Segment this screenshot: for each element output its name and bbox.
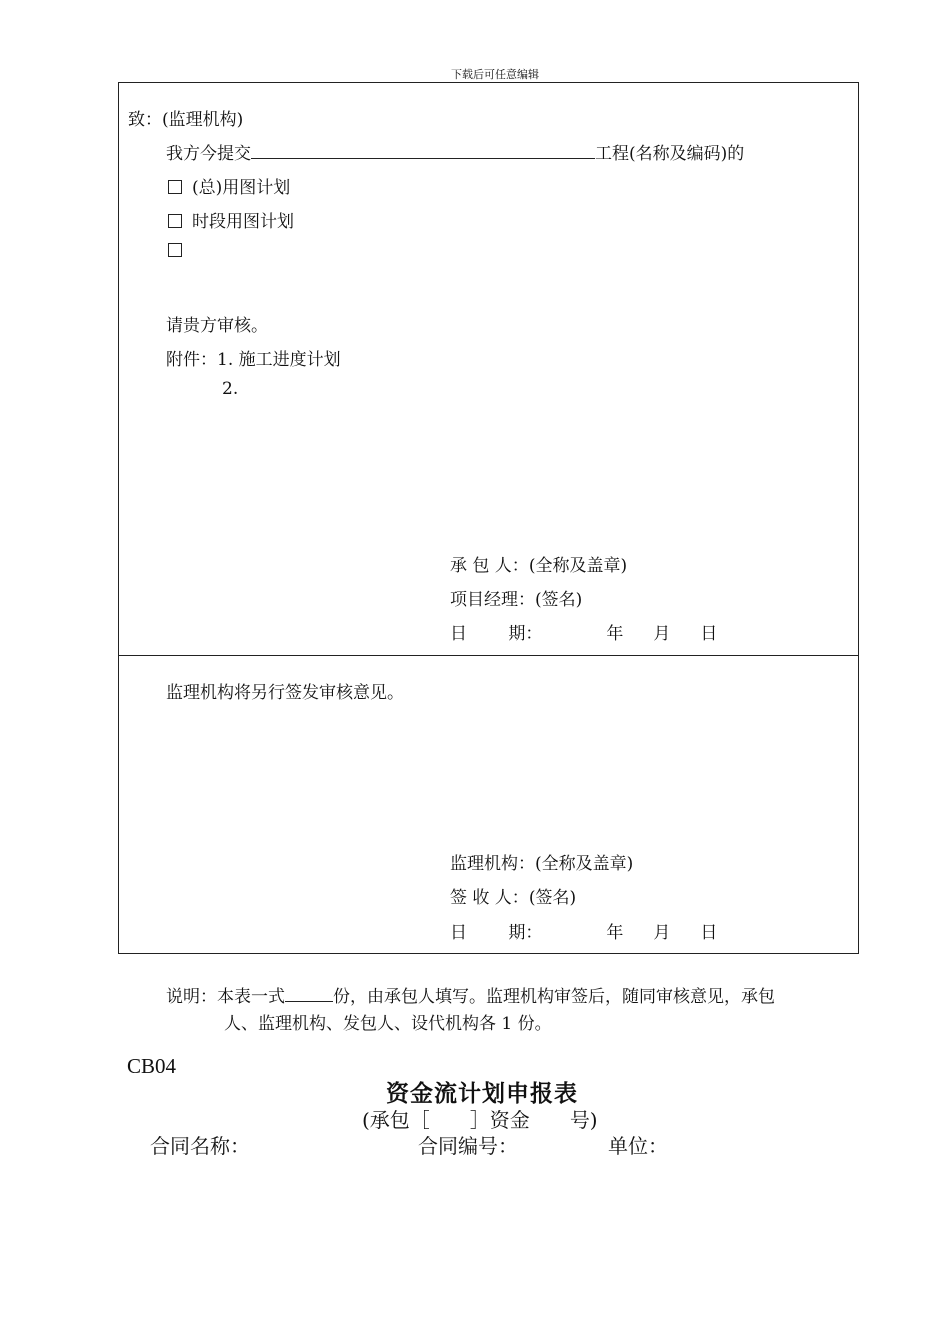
pm-label: 项目经理： <box>450 590 535 610</box>
date-month: 月 <box>653 923 671 943</box>
form-subtitle <box>362 1104 598 1133</box>
form-code: CB04 <box>127 1054 177 1078</box>
receiver-value: (签名) <box>528 888 577 908</box>
review-opinion: 监理机构将另行签发审核意见。 <box>166 683 404 703</box>
option-general-plan[interactable] <box>168 173 290 198</box>
addressee-line: 致：(监理机构) <box>128 110 244 130</box>
subtitle-mid: ］资金 <box>469 1108 530 1132</box>
attachment-label: 附件： <box>166 350 217 370</box>
attachment-item-1: 1. 施工进度计划 <box>217 350 341 370</box>
option-other[interactable] <box>168 241 192 261</box>
application-section <box>118 82 859 656</box>
submit-prefix: 我方今提交 <box>166 144 251 164</box>
date-month: 月 <box>653 624 671 644</box>
project-name-blank[interactable] <box>251 142 595 159</box>
contractor-value: (全称及盖章) <box>528 556 628 576</box>
org-label: 监理机构： <box>450 854 535 874</box>
explanation-line-2: 人、监理机构、发包人、设代机构各 1 份。 <box>224 1014 552 1034</box>
contract-name-label: 合同名称： <box>150 1134 250 1158</box>
pm-value: (签名) <box>535 590 583 610</box>
project-manager-line <box>450 585 582 610</box>
submit-suffix: 工程(名称及编码)的 <box>595 144 745 164</box>
receiver-label: 签 收 人： <box>450 888 529 908</box>
date-label: 日 期： <box>450 923 543 943</box>
explanation-line-1 <box>166 982 775 1007</box>
date-day: 日 <box>700 624 718 644</box>
form-title: 资金流计划申报表 <box>386 1080 578 1107</box>
header-note: 下载后可任意编辑 <box>451 68 539 81</box>
option-label: 时段用图计划 <box>192 212 294 232</box>
option-period-plan[interactable] <box>168 207 294 232</box>
request-line: 请贵方审核。 <box>166 316 268 336</box>
contract-number-label: 合同编号： <box>418 1134 518 1158</box>
date-label: 日 期： <box>450 624 543 644</box>
attachment-item-2: 2. <box>222 379 239 399</box>
date-day: 日 <box>700 923 718 943</box>
attachment-line <box>166 345 341 370</box>
org-value: (全称及盖章) <box>535 854 634 874</box>
checkbox-icon[interactable] <box>168 243 182 257</box>
contractor-line <box>450 551 627 576</box>
subtitle-prefix: (承包［ <box>362 1108 430 1132</box>
explanation-rest: 份，由承包人填写。监理机构审签后，随同审核意见，承包 <box>333 987 775 1007</box>
checkbox-icon[interactable] <box>168 214 182 228</box>
checkbox-icon[interactable] <box>168 180 182 194</box>
unit-label: 单位： <box>608 1134 668 1158</box>
submit-line <box>166 139 744 164</box>
copies-blank[interactable] <box>285 985 333 1002</box>
contractor-label: 承 包 人： <box>450 556 529 576</box>
supervisor-org-line <box>450 849 633 874</box>
explanation-prefix: 说明：本表一式 <box>166 987 285 1007</box>
date-line <box>450 619 717 644</box>
review-section <box>118 655 859 954</box>
date-year: 年 <box>606 624 624 644</box>
date-line <box>450 918 717 943</box>
receiver-line <box>450 883 576 908</box>
option-label: (总)用图计划 <box>192 178 291 198</box>
date-year: 年 <box>606 923 624 943</box>
subtitle-suffix: 号) <box>569 1108 598 1132</box>
